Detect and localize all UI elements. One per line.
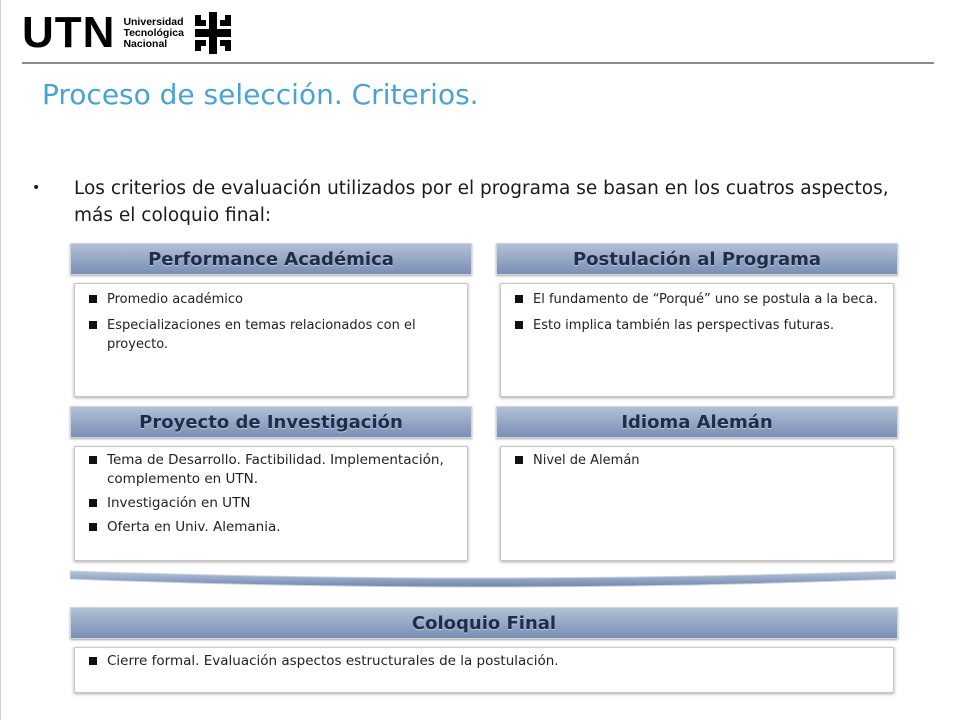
intro-text: Los criterios de evaluación utilizados por el programa se basan en los cuatros aspectos, más el coloquio final: [74, 178, 889, 226]
logo-utn-text: UTN [22, 8, 116, 57]
list-item: Especializaciones en temas relacionados con el proyecto. [87, 316, 459, 354]
list-item: Tema de Desarrollo. Factibilidad. Implementación, complemento en UTN. [87, 451, 459, 489]
box-body [500, 283, 894, 397]
box-body [74, 283, 468, 397]
list-item: Esto implica también las perspectivas futuras. [513, 316, 885, 335]
box-idioma [496, 406, 898, 561]
box-coloquio [70, 607, 898, 693]
box-body [74, 647, 894, 693]
list-item: Promedio académico [87, 290, 459, 309]
connector-arrow-icon [70, 569, 896, 591]
box-body [500, 446, 894, 561]
intro-bullet [32, 175, 912, 229]
box-title: Postulación al Programa [496, 243, 898, 275]
list-item: Oferta en Univ. Alemania. [87, 518, 459, 537]
logo-university-name [123, 17, 183, 50]
box-title: Performance Académica [70, 243, 472, 275]
slide-border [0, 0, 1, 720]
box-performance [70, 243, 472, 397]
list-item: El fundamento de “Porqué” uno se postula a la beca. [513, 290, 885, 309]
logo-line: Nacional [123, 37, 168, 50]
header-divider [22, 62, 934, 64]
box-title: Idioma Alemán [496, 406, 898, 438]
logo-line: Universidad [123, 15, 184, 28]
utn-emblem-icon [192, 12, 234, 54]
box-title: Coloquio Final [70, 607, 898, 639]
box-title: Proyecto de Investigación [70, 406, 472, 438]
box-postulacion [496, 243, 898, 397]
box-proyecto [70, 406, 472, 561]
list-item: Investigación en UTN [87, 494, 459, 513]
utn-logo [22, 8, 236, 58]
list-item: Cierre formal. Evaluación aspectos estructurales de la postulación. [87, 652, 885, 671]
box-body [74, 446, 468, 561]
logo-line: Tecnológica [123, 26, 184, 39]
list-item: Nivel de Alemán [513, 451, 885, 470]
bullet-dot-icon: • [32, 180, 41, 196]
page-title: Proceso de selección. Criterios. [42, 78, 479, 111]
